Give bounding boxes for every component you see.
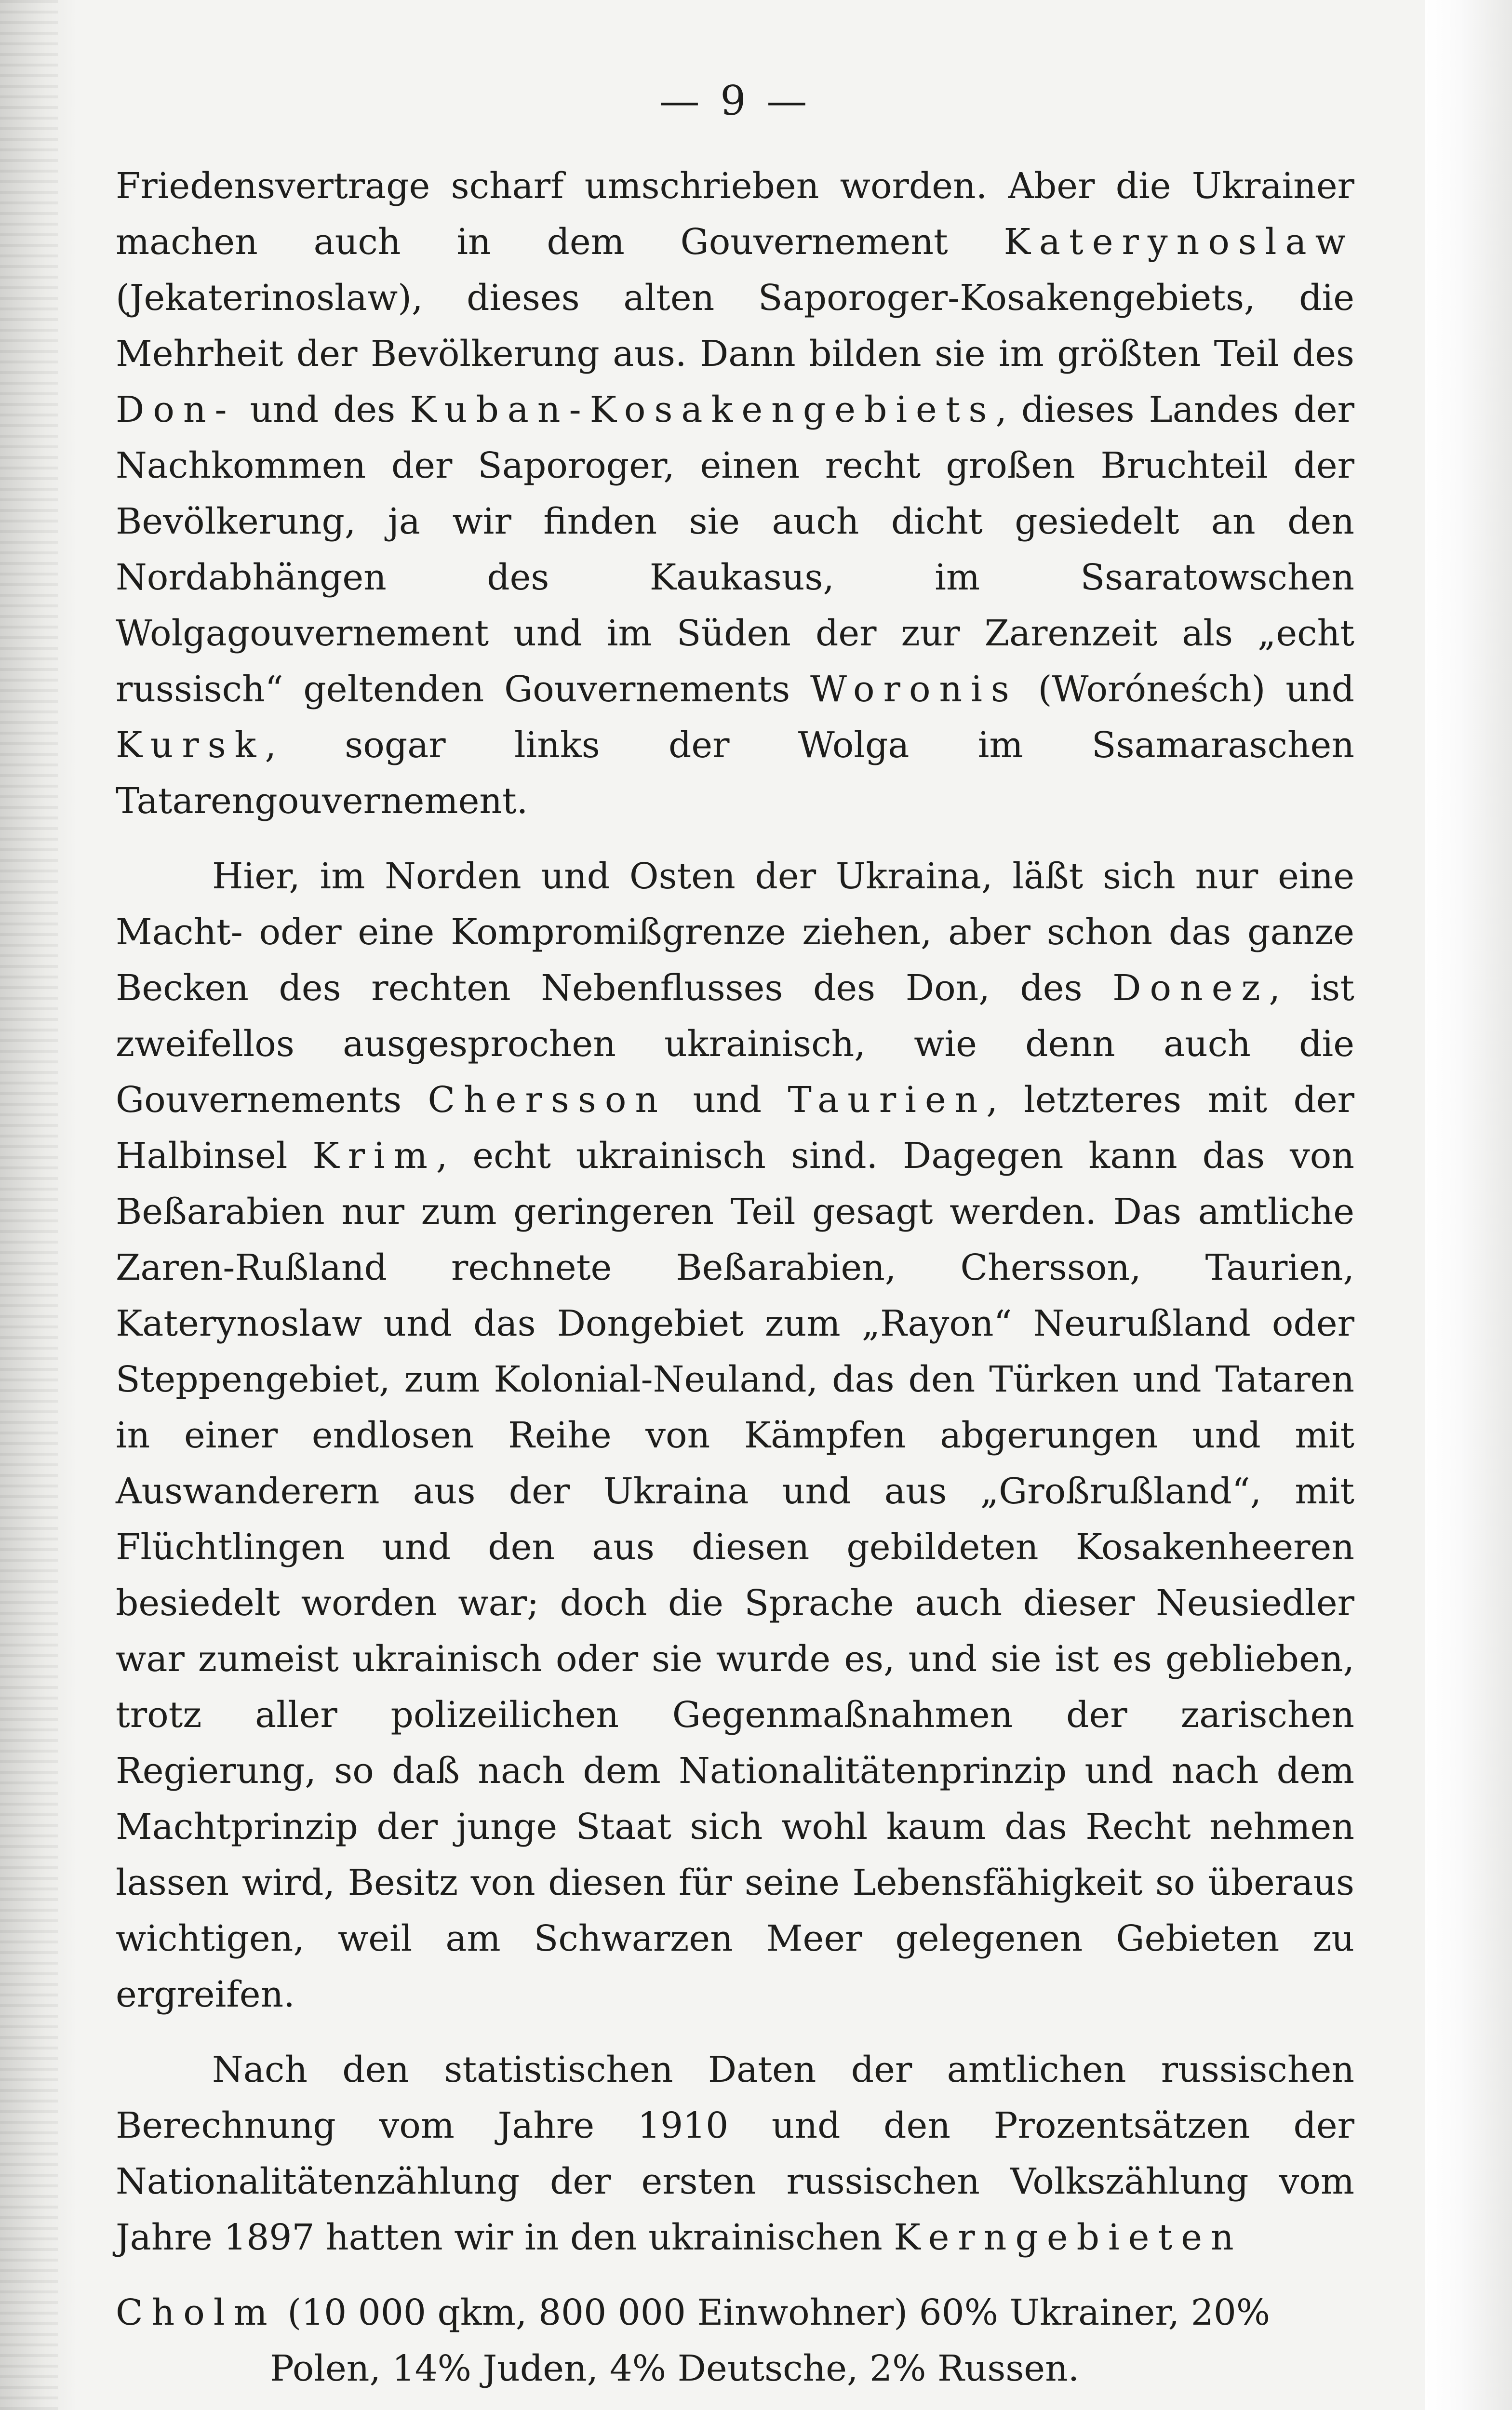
- statistics-line-1: [116, 2285, 1354, 2341]
- emphasized-term: Donez: [1112, 967, 1269, 1009]
- text-run: , dieses Landes der Nachkommen der Saporoger, einen recht großen Bruchteil der Bevölkerung, ja wir finden sie auch dicht gesiedelt an den Nordabhängen des Kaukasus, im Ssaratowschen Wolgagouvernement und im Süden der zur Zarenzeit als „echt russisch“ geltenden Gouvernements: [116, 389, 1354, 710]
- text-run: , letzteres mit der Halbinsel: [116, 1079, 1355, 1177]
- text-run: Nach den statistischen Daten der amtlichen russischen Berechnung vom Jahre 1910 und den Prozentsätzen der Nationalitätenzählung der ersten russischen Volkszählung vom Jahre 1897 hatten wir in den ukrainischen: [116, 2049, 1354, 2258]
- page-content: [116, 77, 1354, 2397]
- emphasized-term: Kursk: [116, 724, 265, 766]
- emphasized-term: Taurien: [788, 1079, 987, 1121]
- text-run: (Jekaterinoslaw), dieses alten Saporoger-Kosakengebiets, die Mehrheit der Bevölkerung aus. Dann bilden sie im größten Teil des: [116, 277, 1354, 375]
- statistics-line-2: Polen, 14% Juden, 4% Deutsche, 2% Russen.: [270, 2348, 1080, 2389]
- emphasized-term: Don-: [116, 389, 236, 430]
- scan-artifact: [0, 0, 58, 2410]
- text-run: , sogar links der Wolga im Ssamaraschen Tatarengouvernement.: [116, 724, 1354, 822]
- emphasized-term: Chersson: [428, 1079, 667, 1121]
- paragraph: [116, 158, 1354, 829]
- emphasized-term: Krim: [312, 1135, 436, 1177]
- text-run: und: [667, 1079, 788, 1121]
- paragraph: [116, 848, 1354, 2022]
- body-text: [116, 158, 1354, 2265]
- page-number: — 9 —: [659, 77, 811, 124]
- region-name: Cholm: [116, 2292, 276, 2333]
- paragraph: [116, 2042, 1354, 2265]
- emphasized-term: Kuban-Kosakengebiets: [410, 389, 996, 430]
- text-run: Hier, im Norden und Osten der Ukraina, läßt sich nur eine Macht- oder eine Kompromißgrenze ziehen, aber schon das ganze Becken des rechten Nebenflusses des Don, des: [116, 856, 1354, 1009]
- text-run: , echt ukrainisch sind. Dagegen kann das von Beßarabien nur zum geringeren Teil gesagt werden. Das amtliche Zaren-Rußland rechnete Beßarabien, Chersson, Taurien, Katerynoslaw und das Dongebiet zum „Rayon“ Neurußland oder Steppengebiet, zum Kolonial-Neuland, das den Türken und Tataren in einer endlosen Reihe von Kämpfen abgerungen und mit Auswanderern aus der Ukraina und aus „Großrußland“, mit Flüchtlingen und den aus diesen gebildeten Kosakenheeren besiedelt worden war; doch die Sprache auch dieser Neusiedler war zumeist ukrainisch oder sie wurde es, und sie ist es geblieben, trotz aller polizeilichen Gegenmaßnahmen der zarischen Regierung, so daß nach dem Nationalitätenprinzip und nach dem Machtprinzip der junge Staat sich wohl kaum das Recht nehmen lassen wird, Besitz von diesen für seine Lebensfähigkeit so überaus wichtigen, weil am Schwarzen Meer gelegenen Gebieten zu ergreifen.: [116, 1135, 1354, 2015]
- statistics-entry: [116, 2285, 1354, 2397]
- region-figures: (10 000 qkm, 800 000 Einwohner) 60% Ukrainer, 20%: [276, 2292, 1271, 2333]
- text-run: und des: [235, 389, 410, 430]
- text-run: , ist zweifellos ausgesprochen ukrainisch, wie denn auch die Gouvernements: [116, 967, 1354, 1121]
- emphasized-term: Kerngebieten: [894, 2217, 1243, 2258]
- text-run: (Woróneśch) und: [1017, 669, 1354, 710]
- emphasized-term: Katerynoslaw: [1004, 221, 1354, 263]
- page-right-edge: [1425, 0, 1512, 2410]
- text-run: Friedensvertrage scharf umschrieben worden. Aber die Ukrainer machen auch in dem Gouvernement: [116, 165, 1354, 263]
- emphasized-term: Woronis: [810, 669, 1018, 710]
